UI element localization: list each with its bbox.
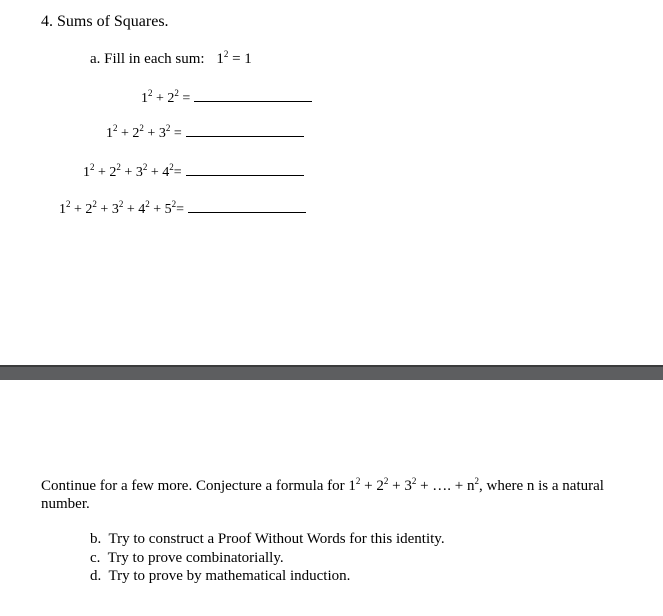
term-exponent: 2 <box>169 162 174 172</box>
term-exponent: 2 <box>148 88 153 98</box>
plus-sign: + <box>70 202 86 217</box>
plus-sign: + <box>147 165 163 180</box>
problem-title: 4. Sums of Squares. <box>41 13 169 30</box>
term-exponent: 2 <box>165 123 171 133</box>
series-ellipsis: + …. + n <box>416 478 475 494</box>
equation-1 <box>141 90 312 106</box>
part-c <box>90 551 284 566</box>
plus-sign: + <box>123 202 139 217</box>
term-base: 2 <box>109 165 117 180</box>
term-base: 1 <box>106 126 113 141</box>
equation-expression <box>59 199 185 217</box>
term-base: 4 <box>138 202 146 217</box>
equation-expression <box>141 88 191 106</box>
answer-blank[interactable] <box>186 125 304 137</box>
term-base: 2 <box>85 202 93 217</box>
equation-expression <box>83 162 182 180</box>
plus-sign: + <box>360 478 377 494</box>
answer-blank[interactable] <box>194 90 312 102</box>
series-expression <box>348 478 416 494</box>
term-exponent: 2 <box>411 476 417 486</box>
plus-sign: + <box>388 478 405 494</box>
term-exponent: 2 <box>383 476 389 486</box>
term-base: 1 <box>141 91 148 106</box>
answer-blank[interactable] <box>188 201 306 213</box>
term-base: 3 <box>404 478 412 494</box>
answer-blank[interactable] <box>186 164 304 176</box>
plus-sign: + <box>117 126 133 141</box>
term-base: 1 <box>83 165 90 180</box>
term-exponent: 2 <box>113 123 118 133</box>
page-divider-shade <box>0 365 663 367</box>
term-base: 4 <box>162 165 170 180</box>
term-exponent: 2 <box>145 199 150 209</box>
equation-3 <box>83 164 304 180</box>
plus-sign: + <box>96 202 112 217</box>
term-base: 3 <box>158 126 166 141</box>
plus-sign: + <box>152 91 168 106</box>
equation-2 <box>106 125 304 141</box>
continuation-prefix: Continue for a few more. Conjecture a formula for <box>41 478 349 494</box>
equation-expression <box>106 123 182 141</box>
term-base: 5 <box>164 202 172 217</box>
term-base: 2 <box>167 91 175 106</box>
part-b-text: Try to construct a Proof Without Words for this identity. <box>108 531 445 547</box>
plus-sign: + <box>120 165 136 180</box>
equals-sign: = <box>176 202 185 217</box>
part-a-label: a. Fill in each sum: <box>90 51 205 67</box>
continuation-paragraph <box>41 477 631 513</box>
continuation-suffix: , where n is a natural number. <box>41 478 604 512</box>
term-base: 1 <box>59 202 66 217</box>
page-divider <box>0 365 663 380</box>
term-exponent: 2 <box>116 162 121 172</box>
term-base: 1 <box>348 478 356 494</box>
term-exponent: 2 <box>142 162 148 172</box>
term-base: 3 <box>135 165 143 180</box>
term-exponent: 2 <box>90 162 95 172</box>
term-base: 2 <box>376 478 384 494</box>
part-b-label: b. <box>90 531 102 547</box>
equals-sign: = <box>178 91 191 106</box>
term-exponent: 2 <box>66 199 71 209</box>
equation-4 <box>59 201 306 217</box>
part-d <box>90 569 350 584</box>
part-d-label: d. <box>90 568 102 584</box>
equals-sign: = <box>173 165 182 180</box>
equals-sign: = <box>170 126 182 141</box>
part-a-example: $1^2 = 1$ <box>216 49 252 67</box>
term-exponent: 2 <box>174 88 179 98</box>
term-exponent: 2 <box>139 123 144 133</box>
part-c-label: c. <box>90 550 101 566</box>
term-exponent: 2 <box>92 199 97 209</box>
plus-sign: + <box>143 126 159 141</box>
series-exponent: 2 <box>474 476 479 486</box>
term-exponent: 2 <box>118 199 124 209</box>
term-base: 3 <box>111 202 119 217</box>
plus-sign: + <box>94 165 110 180</box>
term-base: 2 <box>132 126 140 141</box>
term-exponent: 2 <box>171 199 177 209</box>
term-exponent: 2 <box>355 476 361 486</box>
part-a-instruction <box>90 49 252 67</box>
part-d-text: Try to prove by mathematical induction. <box>108 568 351 584</box>
part-c-text: Try to prove combinatorially. <box>107 550 284 566</box>
part-b <box>90 532 445 547</box>
plus-sign: + <box>149 202 165 217</box>
